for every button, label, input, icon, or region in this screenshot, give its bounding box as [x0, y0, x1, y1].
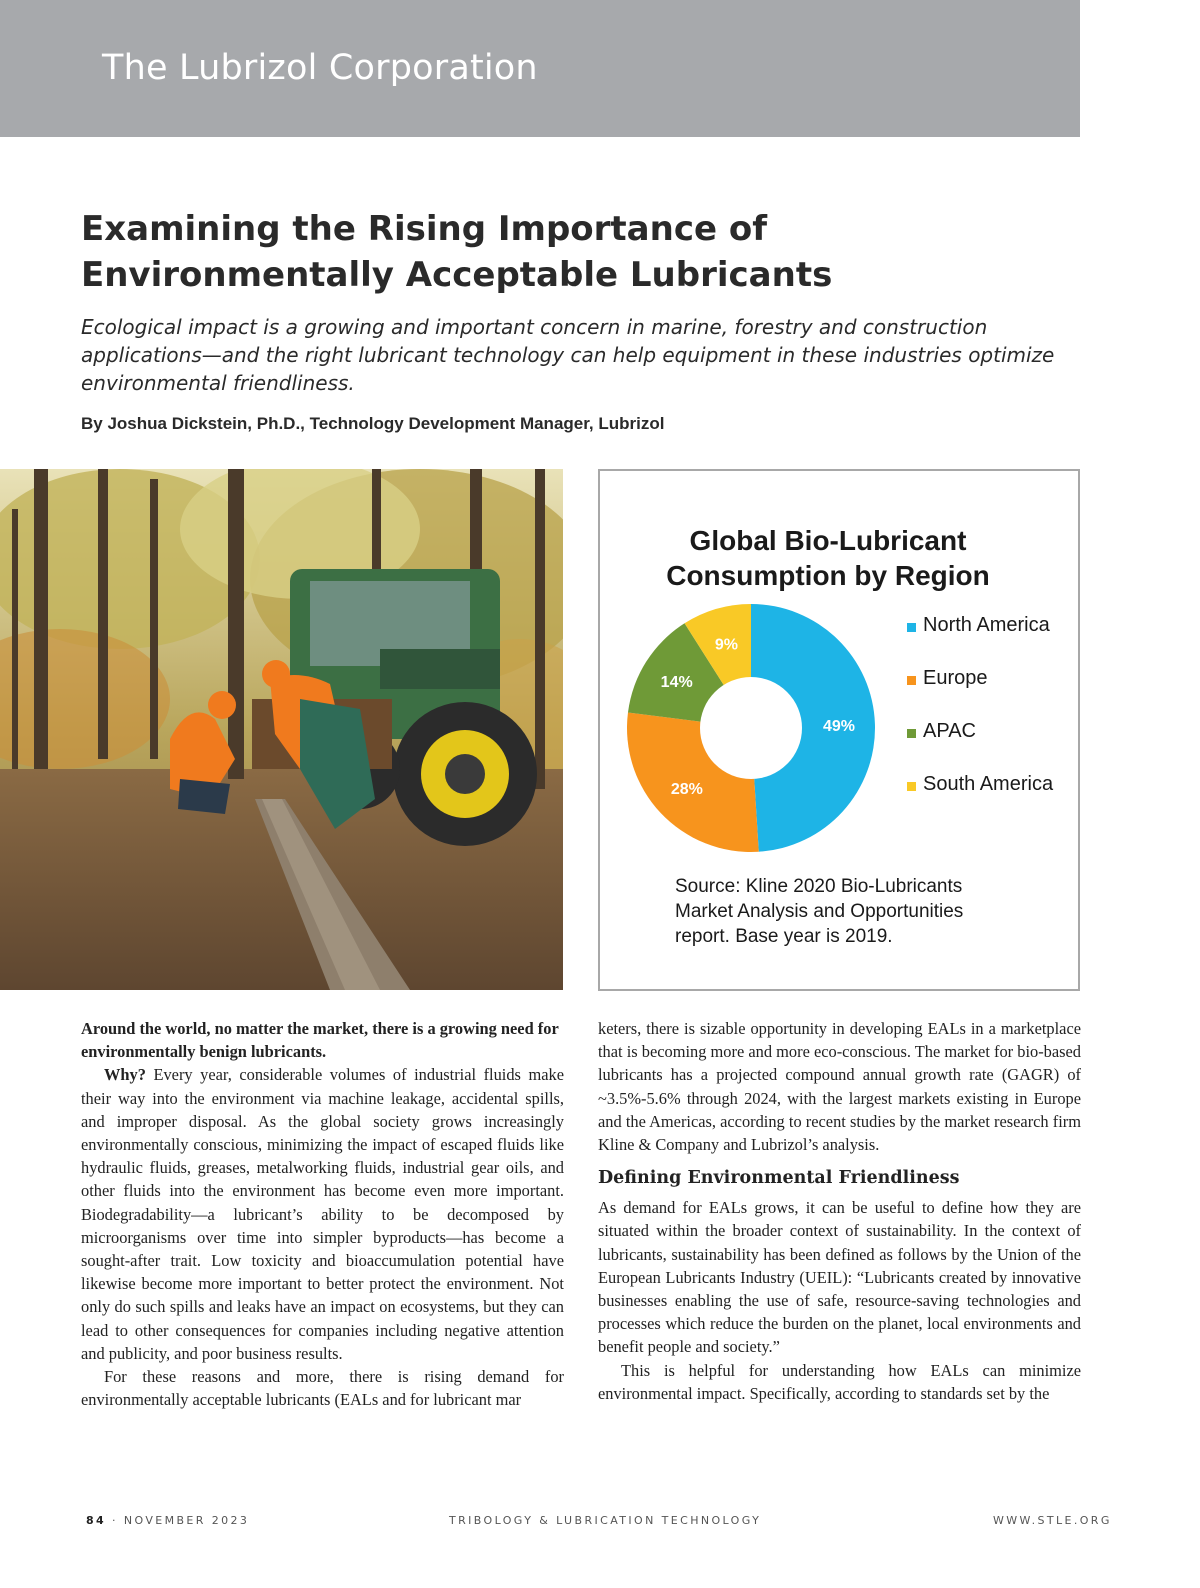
- body-paragraph: For these reasons and more, there is rising demand for environmentally acceptable lubricants (EALs and for lubricant mar: [81, 1367, 564, 1410]
- body-paragraph-text: Every year, considerable volumes of industrial fluids make their way into the environment via machine leakage, accidental spills, and improper disposal. As the global society grows increasingly environmentally conscious, minimizing the impact of escaped fluids like hydraulic fluids, greases, metalworking fluids, industrial gear oils, and other fluids into the environment has become even more important. Biodegradability—a lubricant’s ability to be decomposed by microorganisms over time into simpler byproducts—has become a sought-after trait. Low toxicity and bioaccumulation potential have likewise become more important to better protect the environment. Not only do such spills and leaks have an impact on ecosystems, but they can lead to other consequences for companies including negative attention and publicity, and poor business results.: [81, 1065, 564, 1363]
- byline: By Joshua Dickstein, Ph.D., Technology Development Manager, Lubrizol: [81, 414, 665, 433]
- legend-label: Europe: [923, 667, 988, 689]
- legend-label: North America: [923, 614, 1050, 636]
- article-title: Examining the Rising Importance of Environmentally Acceptable Lubricants: [81, 209, 833, 295]
- footer-page-info: [86, 1514, 249, 1527]
- body-column-left: [81, 1017, 564, 1411]
- donut-hole: [700, 677, 802, 779]
- data-label-apac: 14%: [660, 673, 693, 691]
- lead-paragraph: Around the world, no matter the market, there is a growing need for environmentally benign lubricants.: [81, 1019, 559, 1062]
- issue-date: NOVEMBER 2023: [123, 1514, 250, 1527]
- legend-swatch-apac: [907, 729, 916, 738]
- legend-swatch-north-america: [907, 623, 916, 632]
- legend-item-south-america: [907, 773, 1053, 826]
- body-paragraph: This is helpful for understanding how EALs can minimize environmental impact. Specifically, according to standards set by the: [598, 1360, 1081, 1403]
- data-label-north-america: 49%: [822, 718, 855, 736]
- header-banner: [0, 0, 1080, 137]
- website-link[interactable]: WWW.STLE.ORG: [993, 1514, 1112, 1527]
- chart-panel: [598, 469, 1080, 991]
- publication-name: TRIBOLOGY & LUBRICATION TECHNOLOGY: [449, 1514, 762, 1527]
- chart-source-note: Source: Kline 2020 Bio-Lubricants Market Analysis and Opportunities report. Base year is 2019.: [675, 876, 964, 947]
- why-label: Why?: [104, 1065, 146, 1085]
- legend-item-europe: [907, 667, 1053, 720]
- body-paragraph: As demand for EALs grows, it can be useful to define how they are situated within the broader context of sustainability. In the context of lubricants, sustainability has been defined as follows by the Union of the European Lubricants Industry (UEIL): “Lubricants created by innovative businesses enabling the use of safe, resource-saving technologies and processes which reduce the burden on the planet, local environments and benefit people and society.”: [598, 1198, 1081, 1357]
- page-number: 84: [86, 1514, 107, 1527]
- chart-title: Global Bio-Lubricant Consumption by Region: [666, 525, 990, 591]
- article-dek: Ecological impact is a growing and important concern in marine, forestry and construction applications—and the right lubricant technology can help equipment in these industries optimize environmental friendliness.: [81, 315, 1055, 395]
- section-heading: Defining Environmental Friendliness: [598, 1168, 960, 1189]
- legend-label: South America: [923, 773, 1054, 795]
- forestry-photo-illustration: [0, 469, 563, 990]
- chart-legend: [907, 614, 1053, 826]
- company-name: The Lubrizol Corporation: [102, 48, 538, 88]
- footer-separator: ·: [112, 1514, 118, 1527]
- data-label-europe: 28%: [670, 781, 703, 799]
- legend-label: APAC: [923, 720, 976, 742]
- body-paragraph: keters, there is sizable opportunity in developing EALs in a marketplace that is becoming more and more eco-conscious. The market for bio-based lubricants has a projected compound annual growth rate (GAGR) of ~3.5%-5.6% through 2024, with the largest markets existing in Europe and the Americas, according to recent studies by the market research firm Kline & Company and Lubrizol’s analysis.: [598, 1019, 1081, 1155]
- legend-swatch-south-america: [907, 782, 916, 791]
- legend-swatch-europe: [907, 676, 916, 685]
- body-column-right: [598, 1017, 1081, 1405]
- legend-item-apac: [907, 720, 1053, 773]
- forestry-photo: [0, 469, 563, 990]
- data-label-south-america: 9%: [714, 636, 739, 654]
- legend-item-north-america: [907, 614, 1053, 667]
- body-paragraph: [81, 1063, 564, 1365]
